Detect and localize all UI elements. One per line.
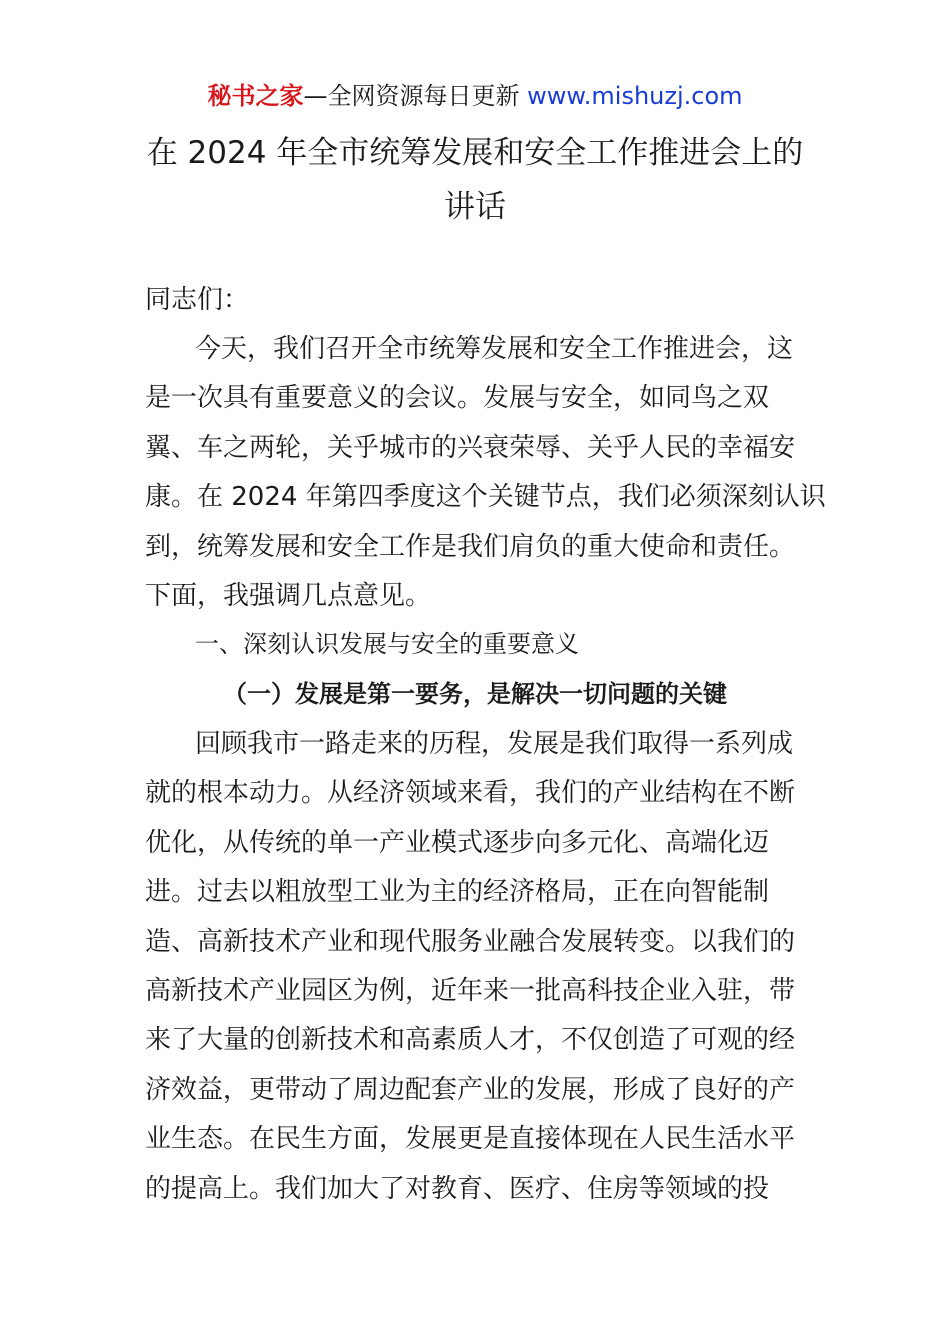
paragraph-line: 优化，从传统的单一产业模式逐步向多元化、高端化迈 xyxy=(145,827,770,858)
salutation: 同志们： xyxy=(145,285,250,315)
paragraph-intro xyxy=(145,325,826,621)
paragraph-line: 今天，我们召开全市统筹发展和安全工作推进会，这 xyxy=(195,334,794,364)
paragraph-line: 康。在 2024 年第四季度这个关键节点，我们必须深刻认识 xyxy=(145,482,826,513)
paragraph-line: 是一次具有重要意义的会议。发展与安全，如同鸟之双 xyxy=(145,383,770,414)
document-title xyxy=(130,126,820,234)
site-url-link[interactable]: www.mishuzj.com xyxy=(527,82,743,110)
paragraph-line: 进。过去以粗放型工业为主的经济格局，正在向智能制 xyxy=(145,877,770,908)
site-brand: 秘书之家 xyxy=(207,82,304,110)
paragraph-line: 翼、车之两轮，关乎城市的兴衰荣辱、关乎人民的幸福安 xyxy=(145,432,796,463)
paragraph-line: 到，统筹发展和安全工作是我们肩负的重大使命和责任。 xyxy=(145,531,796,562)
paragraph-line: 就的根本动力。从经济领域来看，我们的产业结构在不断 xyxy=(145,778,796,809)
subsection-heading-1: （一）发展是第一要务，是解决一切问题的关键 xyxy=(223,680,727,708)
paragraph-line: 下面，我强调几点意见。 xyxy=(145,580,432,611)
paragraph-line: 高新技术产业园区为例，近年来一批高科技企业入驻，带 xyxy=(145,975,796,1006)
paragraph-line: 业生态。在民生方面，发展更是直接体现在人民生活水平 xyxy=(145,1124,796,1155)
paragraph-development xyxy=(145,720,810,1214)
title-line-2: 讲话 xyxy=(444,189,506,225)
site-banner xyxy=(0,80,950,112)
paragraph-line: 济效益，更带动了周边配套产业的发展，形成了良好的产 xyxy=(145,1074,796,1105)
title-line-1: 在 2024 年全市统筹发展和安全工作推进会上的 xyxy=(146,135,804,171)
paragraph-line: 造、高新技术产业和现代服务业融合发展转变。以我们的 xyxy=(145,926,796,957)
paragraph-line: 来了大量的创新技术和高素质人才，不仅创造了可观的经 xyxy=(145,1025,796,1056)
site-tagline: —全网资源每日更新 xyxy=(303,82,528,110)
paragraph-line: 回顾我市一路走来的历程，发展是我们取得一系列成 xyxy=(195,729,794,759)
paragraph-line: 的提高上。我们加大了对教育、医疗、住房等领域的投 xyxy=(145,1173,770,1204)
section-heading-1: 一、深刻认识发展与安全的重要意义 xyxy=(195,630,579,658)
